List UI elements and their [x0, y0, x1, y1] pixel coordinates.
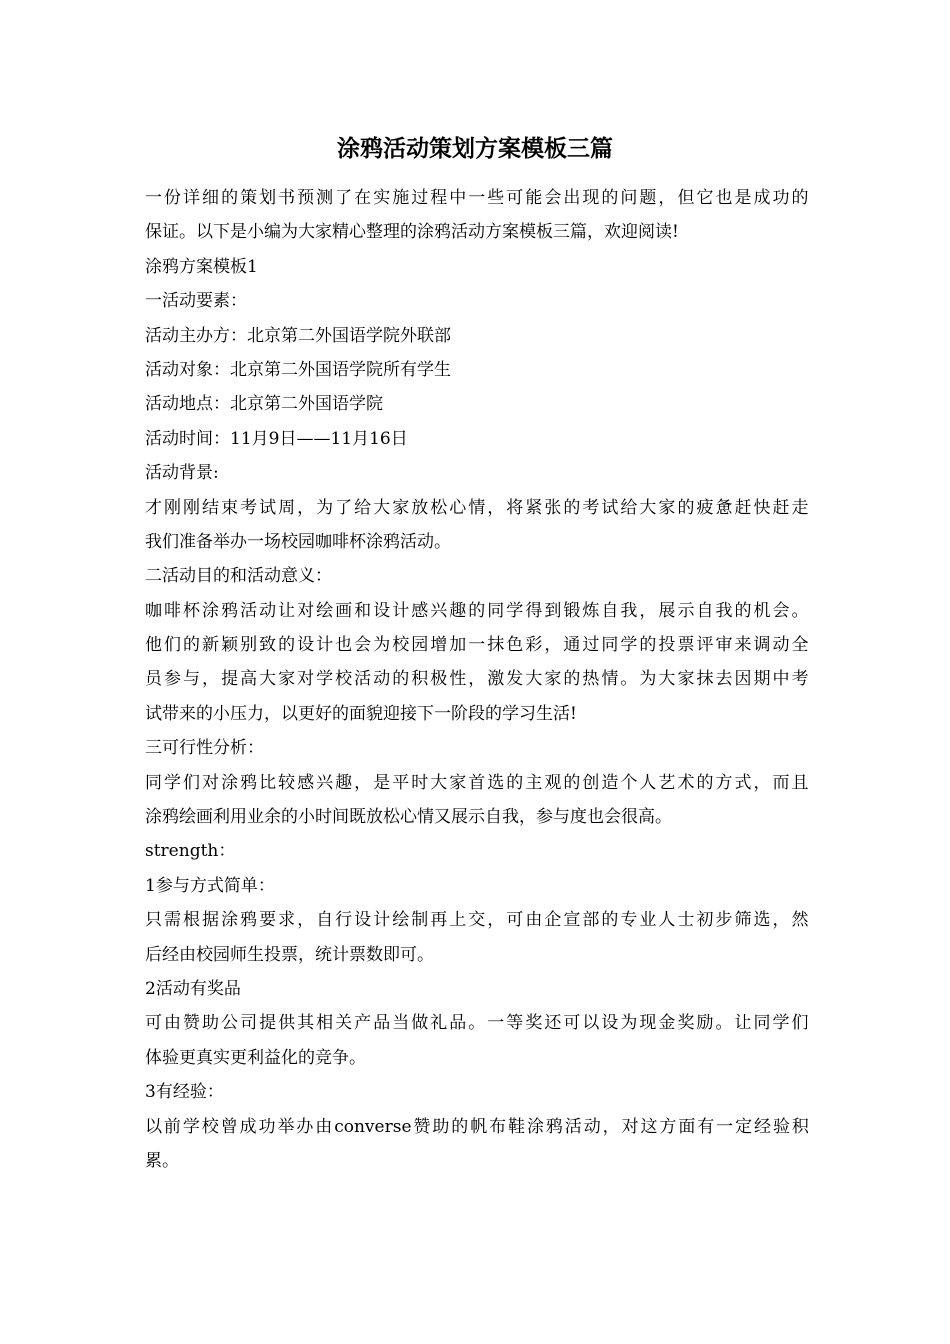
paragraph-line: 以 前 学 校 曾 成 功 举 办 由 converse 赞 助 的 帆 布 鞋 涂 鸦 活 动 ， 对 这 方 面 有 一 定 经 验 积	[145, 1116, 809, 1137]
section-heading: 3有经验：	[145, 1082, 224, 1103]
section-heading: strength：	[145, 841, 236, 862]
section-heading: 三可行性分析：	[145, 738, 264, 759]
document-body	[145, 181, 809, 1178]
document-title: 涂鸦活动策划方案模板三篇	[337, 135, 613, 162]
paragraph-line: 咖 啡 杯 涂 鸦 活 动 让 对 绘 画 和 设 计 感 兴 趣 的 同 学 得 到 锻 炼 自 我 ， 展 示 自 我 的 机 会 。	[145, 600, 809, 621]
paragraph-line: 一 份 详 细 的 策 划 书 预 测 了 在 实 施 过 程 中 一 些 可 能 会 出 现 的 问 题 ， 但 它 也 是 成 功 的	[145, 188, 809, 208]
paragraph-line: 后经由校园师生投票，统计票数即可。	[145, 944, 434, 965]
section-heading: 活动背景:	[145, 463, 219, 484]
paragraph-line: 我们准备举办一场校园咖啡杯涂鸦活动。	[145, 531, 451, 552]
paragraph-line: 活动地点：北京第二外国语学院	[145, 394, 383, 415]
paragraph-line: 涂鸦绘画利用业余的小时间既放松心情又展示自我，参与度也会很高。	[145, 807, 672, 828]
paragraph-line: 累。	[145, 1150, 179, 1171]
paragraph-line: 活动时间：11月9日——11月16日	[145, 428, 408, 449]
paragraph-line: 才 刚 刚 结 束 考 试 周 ， 为 了 给 大 家 放 松 心 情 ， 将 紧 张 的 考 试 给 大 家 的 疲 惫 赶 快 赶 走	[145, 497, 809, 518]
paragraph-line: 活动对象：北京第二外国语学院所有学生	[145, 359, 451, 380]
paragraph-line: 同 学 们 对 涂 鸦 比 较 感 兴 趣 ， 是 平 时 大 家 首 选 的 主 观 的 创 造 个 人 艺 术 的 方 式 ， 而 且	[145, 772, 809, 793]
paragraph-line: 他 们 的 新 颖 别 致 的 设 计 也 会 为 校 园 增 加 一 抹 色 彩 ， 通 过 同 学 的 投 票 评 审 来 调 动 全	[145, 635, 809, 656]
section-heading: 1参与方式简单：	[145, 875, 275, 896]
paragraph-line: 试带来的小压力，以更好的面貌迎接下一阶段的学习生活!	[145, 703, 577, 724]
section-heading: 2活动有奖品	[145, 978, 241, 999]
paragraph-line: 只 需 根 据 涂 鸦 要 求 ， 自 行 设 计 绘 制 再 上 交 ， 可 由 企 宣 部 的 专 业 人 士 初 步 筛 选 ， 然	[145, 910, 809, 931]
paragraph-line: 活动主办方：北京第二外国语学院外联部	[145, 325, 451, 346]
paragraph-line: 可 由 赞 助 公 司 提 供 其 相 关 产 品 当 做 礼 品 。 一 等 奖 还 可 以 设 为 现 金 奖 励 。 让 同 学 们	[145, 1013, 809, 1034]
paragraph-line: 体验更真实更利益化的竞争。	[145, 1047, 366, 1068]
paragraph-line: 员 参 与 ， 提 高 大 家 对 学 校 活 动 的 积 极 性 ， 激 发 大 家 的 热 情 。 为 大 家 抹 去 因 期 中 考	[145, 669, 809, 690]
section-heading: 涂鸦方案模板1	[145, 256, 258, 277]
section-heading: 二活动目的和活动意义：	[145, 566, 332, 587]
paragraph-line: 保证。以下是小编为大家精心整理的涂鸦活动方案模板三篇，欢迎阅读!	[145, 222, 679, 243]
section-heading: 一活动要素：	[145, 291, 247, 312]
